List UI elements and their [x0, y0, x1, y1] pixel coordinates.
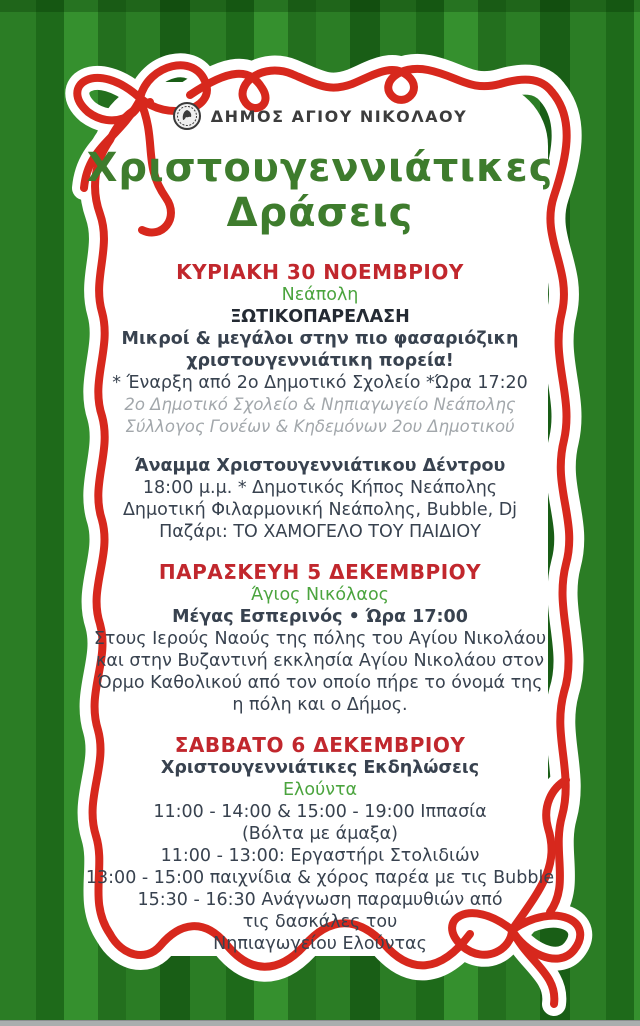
schedule-item: 11:00 - 13:00: Εργαστήρι Στολιδιών: [160, 846, 480, 866]
schedule-item: 15:30 - 16:30 Ανάγνωση παραμυθιών από: [137, 890, 503, 910]
event-title-elf-parade: ΞΩΤΙΚΟΠΑΡΕΛΑΣΗ: [230, 307, 410, 327]
poster-title-line2: Δράσεις: [226, 190, 414, 236]
poster-title-line1: Χριστουγεννιάτικες: [86, 145, 554, 191]
event-body-line: η πόλη και ο Δήμος.: [232, 695, 408, 715]
event-title-tree-lighting: Άναμμα Χριστουγεννιάτικου Δέντρου: [134, 456, 506, 476]
event-info-line: Δημοτική Φιλαρμονική Νεάπολης, Bubble, Dj: [122, 500, 518, 520]
event-info-line: 18:00 μ.μ. * Δημοτικός Κήπος Νεάπολης: [142, 478, 498, 498]
section-place: Νεάπολη: [281, 285, 359, 305]
schedule-item: Νηπιαγωγείου Ελούντας: [213, 934, 427, 954]
section-date: ΠΑΡΑΣΚΕΥΗ 5 ΔΕΚΕΜΒΡΙΟΥ: [158, 560, 482, 584]
section-sunday-30-november: [72, 260, 568, 543]
bottom-border-line: [0, 1020, 640, 1026]
event-title-christmas-events: Χριστουγεννιάτικες Εκδηλώσεις: [160, 758, 480, 778]
event-desc-line: χριστουγεννιάτικη πορεία!: [186, 351, 454, 371]
event-title-vespers: Μέγας Εσπερινός • Ώρα 17:00: [172, 607, 468, 627]
section-place: Άγιος Νικόλαος: [251, 585, 389, 605]
schedule-item: 11:00 - 14:00 & 15:00 - 19:00 Ιππασία: [153, 802, 487, 822]
section-date: ΣΑΒΒΑΤΟ 6 ΔΕΚΕΜΒΡΙΟΥ: [174, 733, 466, 757]
section-friday-5-december: [72, 560, 568, 716]
municipal-seal-icon: [173, 102, 201, 130]
event-body-line: Στους Ιερούς Ναούς της πόλης του Αγίου Νικολάου: [93, 629, 547, 649]
event-info-line: Παζάρι: ΤΟ ΧΑΜΟΓΕΛΟ ΤΟΥ ΠΑΙΔΙΟΥ: [159, 522, 481, 542]
section-date: ΚΥΡΙΑΚΗ 30 ΝΟΕΜΒΡΙΟΥ: [176, 260, 464, 284]
schedule-item: (Βόλτα με άμαξα): [241, 824, 398, 844]
event-credit-line: 2ο Δημοτικό Σχολείο & Νηπιαγωγείο Νεάπολης: [124, 395, 516, 414]
section-place: Ελούντα: [282, 780, 358, 800]
event-body-line: Όρμο Καθολικού από τον οποίο πήρε το όνομά της: [97, 673, 543, 693]
municipality-header: [72, 102, 568, 130]
schedule-item: τις δασκάλες του: [242, 912, 398, 932]
event-desc-line: Μικροί & μεγάλοι στην πιο φασαριόζικη: [121, 329, 519, 349]
section-saturday-6-december: [72, 733, 568, 955]
municipality-name: ΔΗΜΟΣ ΑΓΙΟΥ ΝΙΚΟΛΑΟΥ: [210, 106, 468, 126]
event-info-line: * Έναρξη από 2ο Δημοτικό Σχολείο *Ώρα 17:20: [112, 373, 528, 393]
poster-content: [72, 102, 568, 955]
event-body-line: και στην Βυζαντινή εκκλησία Αγίου Νικολάου στον: [96, 651, 544, 671]
event-credit-line: Σύλλογος Γονέων & Κηδεμόνων 2ου Δημοτικού: [125, 417, 515, 436]
poster-title: [72, 146, 568, 236]
schedule-item: 13:00 - 15:00 παιχνίδια & χόρος παρέα με τις Bubble: [85, 868, 555, 888]
